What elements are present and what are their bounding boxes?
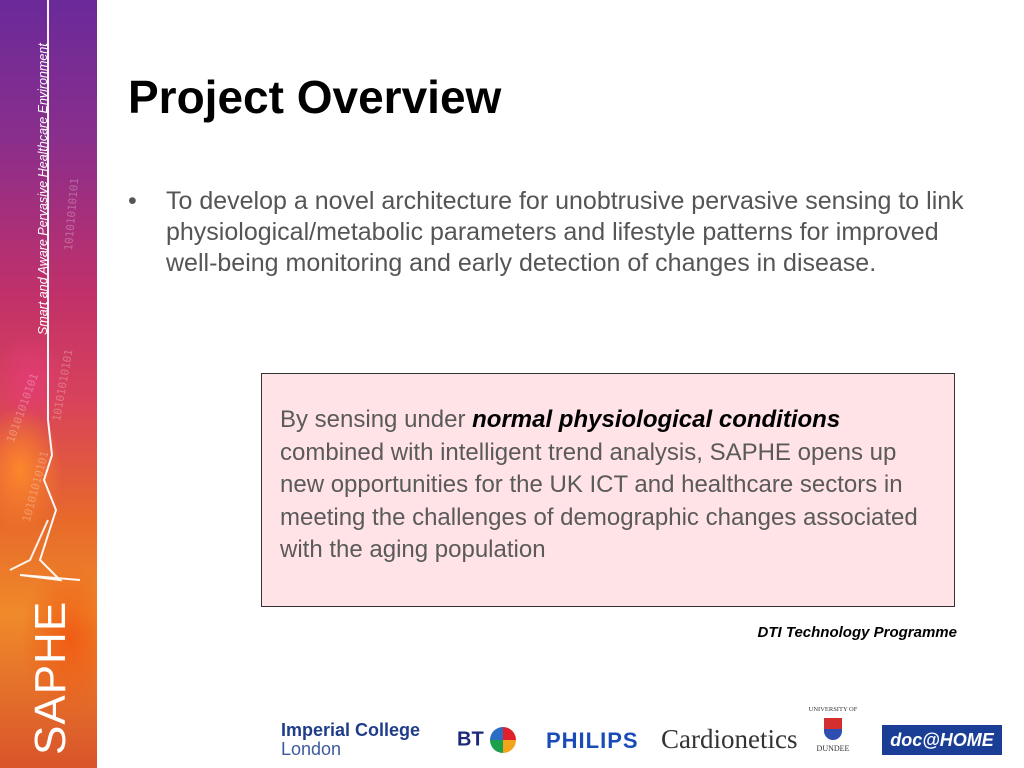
bt-text: BT	[457, 728, 484, 751]
page-title: Project Overview	[128, 71, 502, 123]
callout-emphasis: normal physiological conditions	[472, 406, 841, 433]
sidebar-tagline: Smart and Aware Pervasive Healthcare Environment	[36, 43, 50, 335]
imperial-college-logo	[281, 721, 420, 759]
bt-logo	[457, 727, 516, 753]
dundee-name: DUNDEE	[816, 744, 850, 753]
crest-icon	[824, 718, 842, 740]
imperial-line2: London	[281, 739, 342, 759]
philips-logo: PHILIPS	[546, 728, 639, 753]
source-credit: DTI Technology Programme	[757, 624, 957, 641]
callout-box	[261, 373, 955, 607]
bullet-list	[128, 186, 968, 279]
dundee-ring-text: UNIVERSITY OF	[808, 706, 858, 713]
sidebar-strip	[0, 0, 97, 768]
callout-lead: By sensing under	[280, 406, 466, 433]
callout-rest: combined with intelligent trend analysis, SAPHE opens up new opportunities for the UK ICT and healthcare sectors in meeting the challenges of demographic changes associated with the aging population	[280, 438, 918, 563]
bt-globe-icon	[490, 727, 516, 753]
doc-at-home-logo: doc@HOME	[882, 725, 1002, 755]
dundee-university-logo	[803, 706, 863, 766]
callout-text	[280, 404, 936, 567]
binary-digits: 10101010101	[20, 449, 52, 524]
cardionetics-logo: Cardionetics	[661, 724, 798, 754]
binary-digits: 10101010101	[4, 371, 42, 445]
bullet-text: To develop a novel architecture for unobtrusive pervasive sensing to link physiological/metabolic parameters and lifestyle patterns for improved well-being monitoring and early detection of changes in disease.	[166, 187, 964, 277]
binary-digits: 10101010101	[62, 177, 82, 252]
saphe-logo: SAPHE	[26, 600, 75, 755]
list-item	[128, 186, 968, 279]
binary-digits: 10101010101	[50, 348, 76, 423]
bullet-icon: •	[128, 187, 137, 215]
imperial-line1: Imperial College	[281, 720, 421, 740]
